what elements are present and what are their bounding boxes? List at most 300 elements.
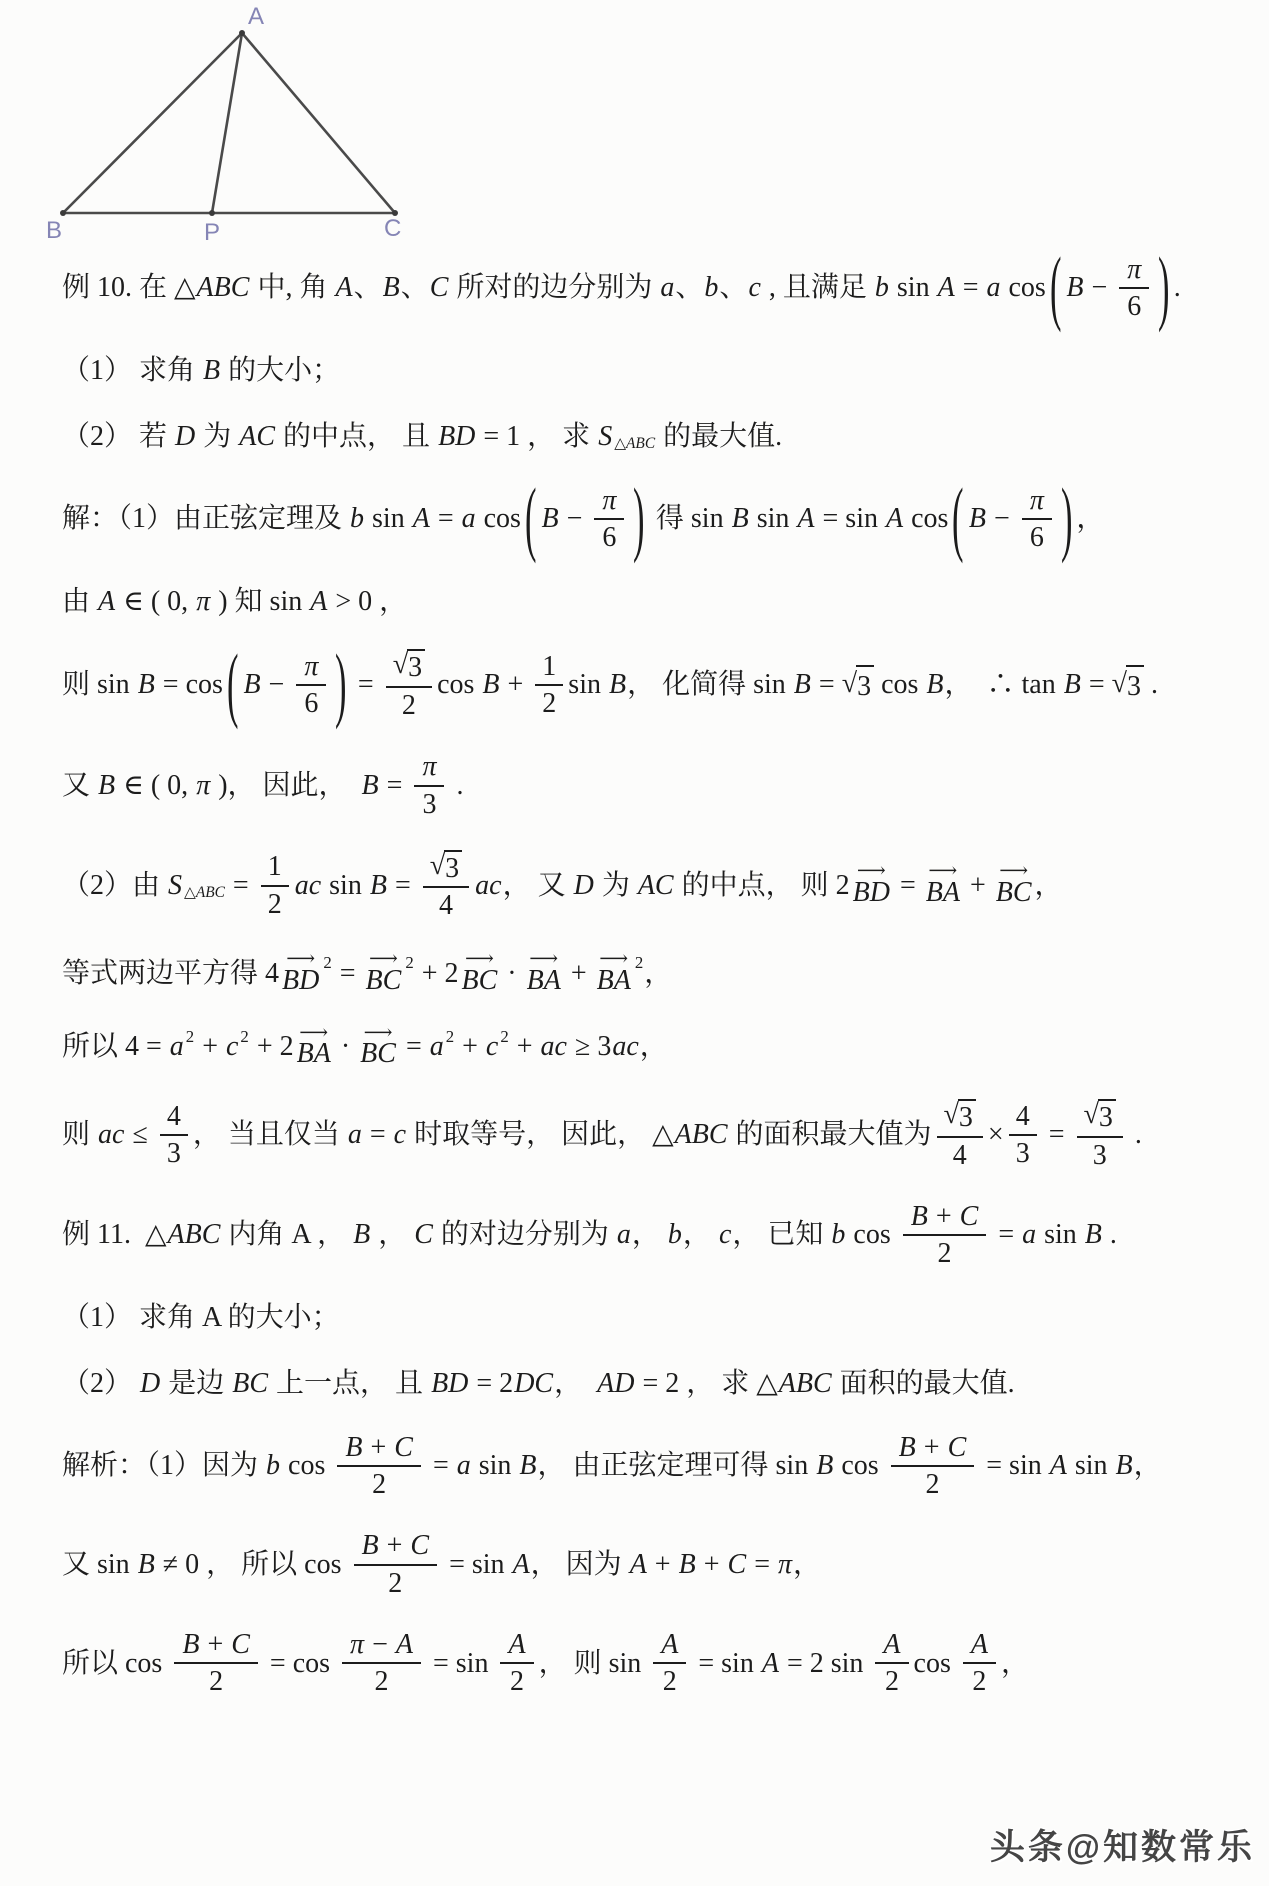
- math-var: A: [335, 272, 353, 304]
- math-var: B: [519, 1450, 537, 1482]
- math-var: ac: [98, 1119, 125, 1151]
- text-run: 的对边分别为: [433, 1219, 616, 1251]
- math-var: b: [667, 1219, 682, 1251]
- math-var: B: [203, 354, 221, 386]
- math-var: A: [970, 1629, 988, 1661]
- text-run: =: [991, 1219, 1022, 1251]
- denominator: [160, 1136, 188, 1169]
- edge-AC: [242, 33, 395, 213]
- math-line-17: [62, 1625, 1260, 1702]
- text-run: 、: [353, 272, 382, 304]
- text-run: 所以 4 =: [62, 1031, 169, 1063]
- radicand: [1126, 665, 1144, 706]
- text-run: （2）由: [62, 869, 168, 901]
- text-run: 2: [267, 888, 282, 920]
- math-var: a: [660, 272, 675, 304]
- text-run: cos: [1001, 272, 1046, 304]
- text-run: 的最大值.: [656, 420, 783, 452]
- text-run: cos: [913, 1647, 958, 1679]
- numerator: [261, 851, 289, 886]
- text-run: ≠ 0 ， 所以 cos: [155, 1548, 349, 1580]
- math-var: BC: [995, 876, 1032, 908]
- text-run: 2: [542, 688, 557, 720]
- math-var: A: [937, 272, 955, 304]
- superscript: 2: [445, 1026, 455, 1046]
- big-paren: ): [1060, 471, 1073, 564]
- numerator: [423, 850, 469, 888]
- text-run: 由: [62, 585, 98, 617]
- fraction: [1022, 485, 1052, 554]
- math-line-12: [62, 1197, 1260, 1274]
- vector: [294, 1035, 334, 1073]
- text-run: 2: [925, 1468, 940, 1500]
- text-run: ，: [631, 1219, 667, 1251]
- text-run: ， 由正弦定理可得 sin: [537, 1450, 816, 1482]
- big-paren: ): [1158, 240, 1170, 333]
- big-paren: (: [952, 471, 964, 564]
- text-run: + 2: [249, 1031, 294, 1063]
- fraction: [296, 651, 326, 720]
- vector: [279, 962, 322, 1000]
- text-run: sin: [568, 669, 608, 701]
- text-run: =: [350, 669, 381, 701]
- text-run: cos: [281, 1450, 333, 1482]
- text-run: 2: [937, 1238, 952, 1270]
- text-run: 所以 cos: [62, 1647, 170, 1679]
- text-run: 2: [662, 1666, 677, 1698]
- text-run: sin: [1037, 1219, 1084, 1251]
- denominator: [432, 888, 460, 921]
- text-run: 4: [1015, 1100, 1030, 1132]
- text-run: sin: [322, 869, 369, 901]
- text-run: +: [696, 1548, 727, 1580]
- text-run: ·: [500, 957, 524, 989]
- math-line-3: [62, 415, 1260, 459]
- math-var: BD: [431, 1367, 469, 1399]
- text-run: +: [563, 957, 594, 989]
- numerator: [891, 1432, 975, 1467]
- math-var: a: [616, 1219, 631, 1251]
- numerator: [414, 751, 444, 786]
- radical: [430, 850, 462, 884]
- math-var: A: [512, 1548, 530, 1580]
- text-run: −: [261, 669, 292, 701]
- denominator: [395, 688, 423, 721]
- text-run: + 2: [414, 957, 459, 989]
- text-run: 解：（1）由正弦定理及: [62, 503, 350, 535]
- text-run: 则: [62, 1119, 98, 1151]
- vector: [357, 1035, 399, 1073]
- math-line-11: [62, 1095, 1260, 1175]
- text-run: cos: [846, 1219, 898, 1251]
- math-var: π: [196, 585, 211, 617]
- text-run: 内角 A ，: [221, 1219, 353, 1251]
- text-run: = 2 ， 求 △: [635, 1367, 778, 1399]
- math-var: A: [310, 585, 328, 617]
- math-var: ABC: [196, 272, 250, 304]
- denominator: [202, 1664, 230, 1697]
- denominator: [535, 686, 563, 719]
- denominator: [656, 1664, 684, 1697]
- numerator: [1022, 485, 1052, 520]
- numerator: [937, 1099, 983, 1137]
- math-var: C: [429, 272, 449, 304]
- text-run: +: [509, 1031, 540, 1063]
- edge-AB: [63, 33, 242, 213]
- math-var: c: [485, 1031, 499, 1063]
- text-run: 的中点， 且: [276, 420, 438, 452]
- fraction: [1077, 1099, 1123, 1171]
- text-run: 的中点， 则: [674, 869, 836, 901]
- text-run: 3: [1092, 1139, 1107, 1171]
- text-run: = cos: [155, 669, 223, 701]
- vector: [363, 962, 405, 1000]
- text-run: = sin: [425, 1647, 496, 1679]
- fraction: [354, 1530, 438, 1599]
- radical-sign-icon: √: [943, 1099, 959, 1131]
- math-var: B: [353, 1219, 371, 1251]
- text-run: 2: [972, 1666, 987, 1698]
- text-run: +: [363, 1431, 394, 1463]
- radicand: [1098, 1099, 1116, 1133]
- math-var: π: [422, 751, 437, 783]
- math-var: A: [395, 1629, 413, 1661]
- text-run: 中, 角: [250, 272, 335, 304]
- math-var: B: [382, 272, 400, 304]
- math-var: B: [793, 669, 811, 701]
- text-run: ，: [1000, 1647, 1029, 1679]
- text-run: .: [1144, 669, 1158, 701]
- fraction: [1119, 254, 1149, 323]
- radicand: [856, 665, 874, 706]
- text-run: 的大小；: [221, 354, 341, 386]
- denominator: [1120, 289, 1148, 322]
- math-line-4: [62, 471, 1260, 564]
- math-var: AD: [597, 1367, 635, 1399]
- math-line-13: [62, 1296, 1260, 1340]
- radical: [944, 1099, 976, 1133]
- text-run: ，: [793, 1548, 822, 1580]
- math-var: B: [910, 1200, 928, 1232]
- text-run: = sin: [691, 1647, 761, 1679]
- text-run: 6: [304, 688, 319, 720]
- math-var: B: [482, 669, 500, 701]
- fraction: [423, 850, 469, 922]
- math-var: a: [986, 272, 1001, 304]
- text-run: 6: [1029, 522, 1044, 554]
- math-var: DC: [514, 1367, 554, 1399]
- math-var: c: [748, 272, 761, 304]
- math-var: BD: [438, 420, 476, 452]
- math-line-9: [62, 948, 1260, 1000]
- text-run: ，: [639, 1031, 668, 1063]
- text-run: +: [962, 869, 993, 901]
- text-run: = sin: [979, 1450, 1049, 1482]
- math-var: π: [304, 650, 319, 682]
- text-run: 又 sin: [62, 1548, 137, 1580]
- math-var: B: [98, 769, 116, 801]
- math-line-10: [62, 1021, 1260, 1073]
- text-run: +: [200, 1629, 231, 1661]
- vertex-label-a: A: [248, 3, 265, 30]
- text-run: .: [1173, 272, 1181, 304]
- text-run: 6: [1127, 291, 1142, 323]
- math-var: AC: [637, 869, 674, 901]
- text-run: = cos: [262, 1647, 338, 1679]
- big-paren: (: [1049, 240, 1062, 333]
- text-run: = sin: [815, 503, 885, 535]
- text-run: −: [365, 1629, 395, 1661]
- math-var: BC: [365, 964, 402, 996]
- math-var: B: [678, 1548, 696, 1580]
- math-line-2: [62, 349, 1260, 393]
- math-var: a: [456, 1450, 471, 1482]
- math-var: C: [394, 1431, 413, 1463]
- vector: [923, 874, 963, 912]
- math-var: A: [761, 1647, 779, 1679]
- superscript: 2: [500, 1026, 509, 1046]
- math-var: B: [541, 503, 559, 535]
- math-var: D: [140, 1367, 161, 1399]
- text-run: +: [379, 1530, 410, 1562]
- denominator: [415, 787, 443, 820]
- text-run: 3: [1127, 670, 1141, 702]
- numerator: [386, 649, 432, 687]
- text-run: ，: [1034, 869, 1063, 901]
- fraction: [875, 1629, 908, 1698]
- text-run: ) 知 sin: [211, 585, 310, 617]
- text-run: =: [955, 272, 986, 304]
- text-run: （2）: [62, 1367, 140, 1399]
- text-run: 、: [400, 272, 429, 304]
- vertex-label-c: C: [384, 215, 402, 242]
- text-run: 上一点， 且: [269, 1367, 431, 1399]
- text-run: +: [647, 1548, 678, 1580]
- text-run: =: [425, 1450, 456, 1482]
- denominator: [878, 1664, 906, 1697]
- fraction: [160, 1101, 188, 1170]
- text-run: 4: [166, 1100, 181, 1132]
- math-var: BA: [925, 876, 960, 908]
- numerator: [354, 1530, 438, 1565]
- math-var: BC: [360, 1038, 396, 1070]
- math-var: A: [883, 1629, 901, 1661]
- text-run: 4: [265, 957, 280, 989]
- radical: [1112, 665, 1144, 706]
- denominator: [381, 1566, 409, 1599]
- vector: [524, 962, 564, 1000]
- math-var: B: [1066, 272, 1084, 304]
- text-run: ∈ ( 0,: [116, 585, 196, 617]
- radicand: [407, 649, 425, 683]
- subscript: △ABC: [184, 884, 225, 902]
- text-run: ， ∴ tan: [944, 669, 1063, 701]
- numerator: [875, 1629, 908, 1664]
- text-run: 6: [602, 522, 617, 554]
- math-var: b: [874, 272, 889, 304]
- text-run: 的面积最大值为: [728, 1119, 932, 1151]
- denominator: [503, 1664, 531, 1697]
- text-run: =: [430, 503, 461, 535]
- text-run: 为: [196, 420, 239, 452]
- text-run: 、: [675, 272, 704, 304]
- math-var: B: [968, 503, 987, 535]
- subscript: △ABC: [614, 435, 656, 452]
- text-run: =: [225, 869, 256, 901]
- math-var: B: [182, 1629, 200, 1661]
- radical-sign-icon: √: [1111, 667, 1127, 699]
- text-run: 3: [408, 652, 423, 684]
- math-var: c: [393, 1119, 407, 1151]
- text-run: cos: [437, 669, 482, 701]
- text-run: 4: [952, 1139, 967, 1171]
- fraction: [535, 651, 563, 720]
- math-var: A: [412, 503, 430, 535]
- fraction: [414, 751, 444, 820]
- math-var: c: [225, 1031, 239, 1063]
- text-run: = 2: [469, 1367, 514, 1399]
- denominator: [931, 1236, 959, 1269]
- text-run: 1: [542, 650, 557, 682]
- text-run: ，: [1076, 503, 1105, 535]
- math-var: ac: [475, 869, 502, 901]
- denominator: [1023, 520, 1051, 553]
- text-run: ·: [333, 1031, 358, 1063]
- text-run: =: [362, 1119, 393, 1151]
- numerator: [296, 651, 326, 686]
- math-line-6: [62, 637, 1260, 730]
- math-var: BD: [282, 964, 320, 996]
- math-var: ABC: [674, 1119, 728, 1151]
- text-run: = sin: [442, 1548, 512, 1580]
- text-run: 3: [422, 788, 437, 820]
- math-var: S: [168, 869, 183, 901]
- fraction: [891, 1432, 975, 1501]
- text-run: （1） 求角: [62, 354, 203, 386]
- math-var: ac: [612, 1031, 639, 1063]
- fraction: [594, 485, 624, 554]
- text-run: （2） 若: [62, 420, 175, 452]
- math-var: a: [169, 1031, 184, 1063]
- math-var: B: [898, 1431, 916, 1463]
- text-run: cos: [476, 503, 521, 535]
- text-run: 3: [958, 1102, 973, 1134]
- math-line-16: [62, 1526, 1260, 1603]
- math-var: B: [926, 669, 944, 701]
- text-run: =: [379, 769, 410, 801]
- math-var: A: [797, 503, 815, 535]
- text-run: =: [892, 869, 923, 901]
- radical-sign-icon: √: [392, 649, 409, 681]
- text-run: ，: [644, 957, 673, 989]
- numerator: [174, 1629, 258, 1664]
- text-run: cos: [874, 669, 926, 701]
- numerator: [160, 1101, 188, 1136]
- text-run: 3: [1098, 1102, 1113, 1134]
- text-run: =: [387, 869, 418, 901]
- numerator: [653, 1629, 686, 1664]
- math-line-8: [62, 846, 1260, 926]
- text-run: sin: [365, 503, 412, 535]
- radical: [842, 665, 874, 706]
- vector: [594, 962, 634, 1000]
- triangle-svg: [18, 0, 428, 245]
- math-var: a: [429, 1031, 444, 1063]
- math-var: BA: [526, 964, 561, 996]
- fraction: [342, 1629, 421, 1698]
- text-run: 所对的边分别为: [449, 272, 660, 304]
- watermark: 头条@知数常乐: [989, 1828, 1255, 1867]
- math-var: B: [1084, 1219, 1102, 1251]
- text-run: = 1 ， 求: [476, 420, 598, 452]
- math-var: B: [243, 669, 261, 701]
- text-run: .: [1127, 1119, 1142, 1151]
- math-var: π: [196, 769, 211, 801]
- fraction: [337, 1432, 421, 1501]
- text-run: +: [455, 1031, 485, 1063]
- radical: [1084, 1099, 1116, 1133]
- radicand: [444, 850, 462, 884]
- text-run: > 0 ，: [328, 585, 408, 617]
- text-run: 3: [166, 1138, 181, 1170]
- text-run: ，: [1133, 1450, 1162, 1482]
- text-run: ≥ 3: [567, 1031, 612, 1063]
- numerator: [594, 485, 624, 520]
- numerator: [963, 1629, 996, 1664]
- text-run: 得 sin: [648, 503, 731, 535]
- text-run: 4: [438, 890, 453, 922]
- text-run: 2: [401, 689, 416, 721]
- text-run: ， 又: [502, 869, 573, 901]
- numerator: [1119, 254, 1149, 289]
- denominator: [595, 520, 623, 553]
- math-line-15: [62, 1428, 1260, 1505]
- math-var: A: [1049, 1450, 1067, 1482]
- math-var: A: [98, 585, 116, 617]
- math-var: c: [718, 1219, 732, 1251]
- superscript: 2: [185, 1026, 195, 1046]
- text-run: ， 化简得 sin: [627, 669, 793, 701]
- math-var: ABC: [778, 1367, 832, 1399]
- denominator: [918, 1467, 946, 1500]
- vector: [993, 874, 1035, 912]
- text-run: ， 当且仅当: [192, 1119, 347, 1151]
- numerator: [500, 1629, 533, 1664]
- big-paren: ): [633, 471, 645, 564]
- math-var: C: [959, 1200, 979, 1232]
- text-run: .: [449, 769, 464, 801]
- fraction: [937, 1099, 983, 1171]
- text-run: 2: [372, 1468, 387, 1500]
- math-var: π: [350, 1629, 365, 1661]
- text-run: =: [1041, 1119, 1072, 1151]
- text-run: 3: [1015, 1138, 1030, 1170]
- text-run: sin: [1067, 1450, 1115, 1482]
- radicand: [958, 1099, 976, 1133]
- text-run: sin: [471, 1450, 519, 1482]
- fraction: [261, 851, 289, 920]
- math-var: A: [629, 1548, 647, 1580]
- text-run: 例 11. △: [62, 1219, 167, 1251]
- text-run: = 2 sin: [779, 1647, 871, 1679]
- denominator: [368, 1664, 396, 1697]
- numerator: [1009, 1101, 1037, 1136]
- text-run: −: [559, 503, 590, 535]
- math-var: b: [704, 272, 719, 304]
- math-var: BA: [296, 1038, 331, 1070]
- triangle-figure: [18, 0, 428, 245]
- denominator: [261, 887, 289, 920]
